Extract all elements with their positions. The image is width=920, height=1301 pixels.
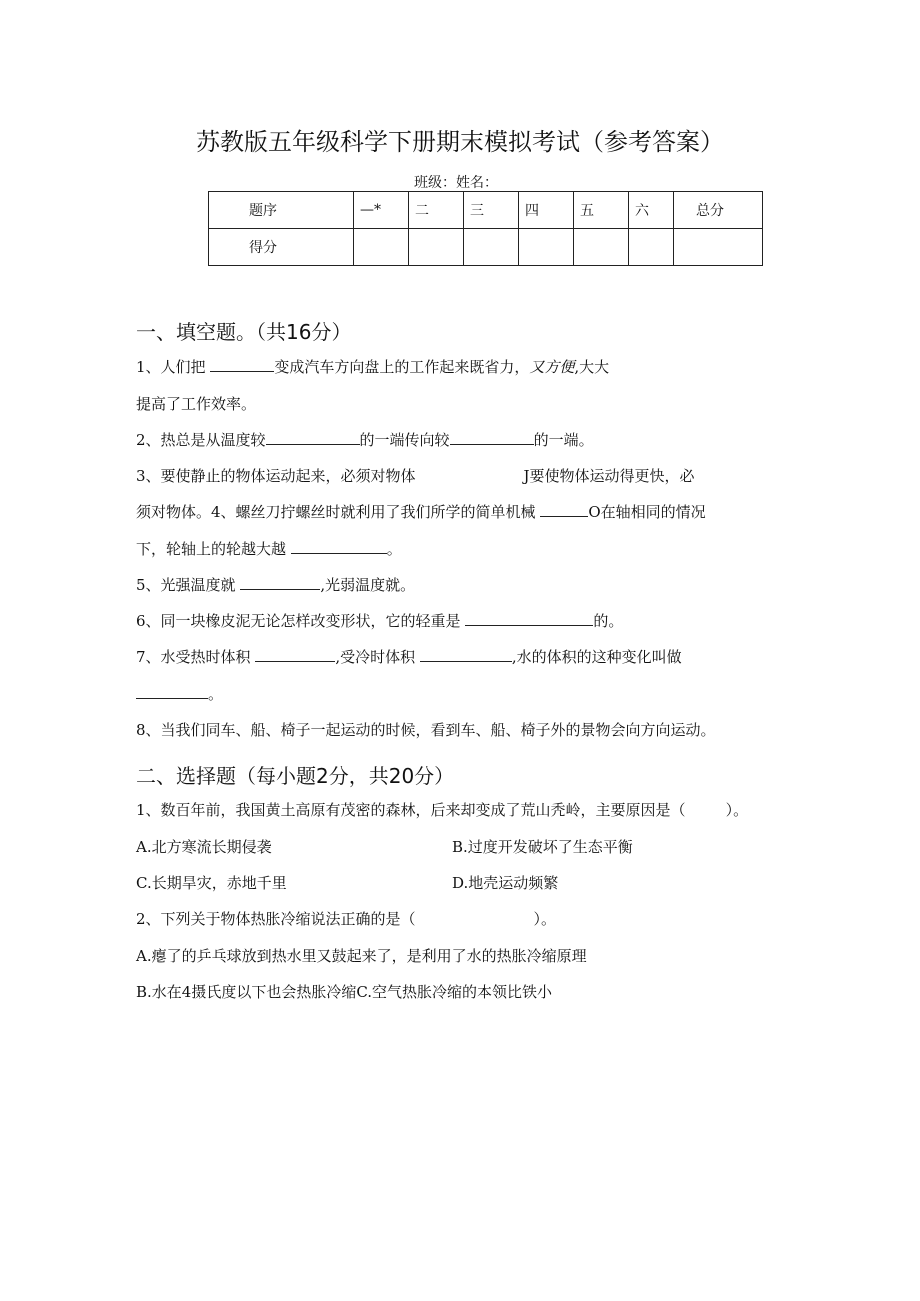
option-d[interactable]: D.地壳运动频繁 [452, 874, 559, 892]
question-text: 提高了工作效率。 [136, 395, 257, 413]
answer-blank[interactable] [450, 430, 534, 445]
question-text: J要使物体运动得更快，必 [523, 467, 695, 485]
question-text: 变成汽车方向盘上的工作起来既省力， [274, 358, 530, 376]
question-text: 须对物体。4、螺丝刀拧螺丝时就利用了我们所学的简单机械 [136, 503, 536, 521]
table-cell: 总分 [674, 192, 763, 229]
question-text: ,受冷时体积 [335, 648, 416, 666]
question-text: 1、数百年前，我国黄土高原有茂密的森林，后来却变成了荒山秃岭，主要原因是（ [136, 801, 686, 819]
table-cell: 五 [574, 192, 629, 229]
question-text: 6、同一块橡皮泥无论怎样改变形状，它的轻重是 [136, 612, 461, 630]
question-text: 。 [208, 685, 224, 703]
question-text: 3、要使静止的物体运动起来，必须对物体 [136, 467, 416, 485]
score-input-cell[interactable] [519, 229, 574, 266]
option-a[interactable]: A.北方寒流长期侵袭 [136, 838, 272, 856]
table-cell: —* [354, 192, 409, 229]
question-text: ,光弱温度就。 [320, 576, 416, 594]
question-1 [136, 356, 609, 377]
answer-blank[interactable] [540, 502, 588, 517]
table-row [209, 192, 763, 229]
question-text: 1、人们把 [136, 358, 206, 376]
question-text: ,大大 [574, 358, 610, 376]
question-5 [136, 574, 415, 595]
question-2 [136, 429, 594, 450]
section-heading: 二、选择题（每小题2分，共20分） [136, 764, 455, 788]
choice-question-2 [136, 908, 556, 929]
score-input-cell[interactable] [354, 229, 409, 266]
question-text: 的。 [593, 612, 624, 630]
question-text: 。 [386, 540, 402, 558]
question-text: 2、热总是从温度较 [136, 431, 266, 449]
question-3-cont [136, 501, 706, 522]
question-text: O在轴相同的情况 [588, 503, 706, 521]
table-cell: 四 [519, 192, 574, 229]
question-7-cont [136, 683, 223, 704]
choice-question-1 [136, 799, 748, 820]
page-title: 苏教版五年级科学下册期末模拟考试（参考答案） [196, 128, 724, 156]
question-text: 的一端传向较 [359, 431, 450, 449]
question-3 [136, 465, 695, 486]
question-8: 8、当我们同车、船、椅子一起运动的时候，看到车、船、椅子外的景物会向方向运动。 [136, 721, 716, 739]
option-a[interactable]: A.瘪了的乒乓球放到热水里又鼓起来了，是利用了水的热胀冷缩原理 [136, 947, 587, 965]
answer-blank[interactable] [291, 539, 387, 554]
answer-blank[interactable] [255, 647, 335, 662]
question-7 [136, 646, 682, 667]
answer-blank[interactable] [240, 575, 320, 590]
answer-blank[interactable] [465, 611, 593, 626]
score-input-cell[interactable] [574, 229, 629, 266]
answer-blank[interactable] [136, 684, 208, 699]
table-cell: 三 [464, 192, 519, 229]
table-cell: 六 [629, 192, 674, 229]
question-text: 下，轮轴上的轮越大越 [136, 540, 287, 558]
option-b[interactable]: B.过度开发破坏了生态平衡 [452, 838, 633, 856]
score-input-cell[interactable] [674, 229, 763, 266]
table-row [209, 229, 763, 266]
score-input-cell[interactable] [464, 229, 519, 266]
option-b-c[interactable]: B.水在4摄氏度以下也会热胀冷缩C.空气热胀冷缩的本领比铁小 [136, 983, 553, 1001]
answer-blank[interactable] [266, 430, 360, 445]
score-input-cell[interactable] [629, 229, 674, 266]
question-text: ）。 [725, 801, 749, 819]
question-text: 的一端。 [533, 431, 594, 449]
section-heading: 一、填空题。（共16分） [136, 320, 352, 344]
question-4-cont [136, 538, 402, 559]
question-6 [136, 610, 623, 631]
answer-blank[interactable] [210, 357, 274, 372]
table-cell: 得分 [209, 229, 354, 266]
question-text: 又方便 [529, 358, 575, 376]
table-cell: 题序 [209, 192, 354, 229]
option-c[interactable]: C.长期旱灾，赤地千里 [136, 874, 287, 892]
class-name-line: 班级：姓名： [414, 175, 498, 191]
question-text: ,水的体积的这种变化叫做 [511, 648, 682, 666]
score-input-cell[interactable] [409, 229, 464, 266]
question-text: ）。 [533, 910, 557, 928]
question-text: 2、下列关于物体热胀冷缩说法正确的是（ [136, 910, 416, 928]
table-cell: 二 [409, 192, 464, 229]
question-text: 7、水受热时体积 [136, 648, 251, 666]
score-table [208, 191, 763, 266]
question-text: 5、光强温度就 [136, 576, 236, 594]
answer-blank[interactable] [420, 647, 512, 662]
